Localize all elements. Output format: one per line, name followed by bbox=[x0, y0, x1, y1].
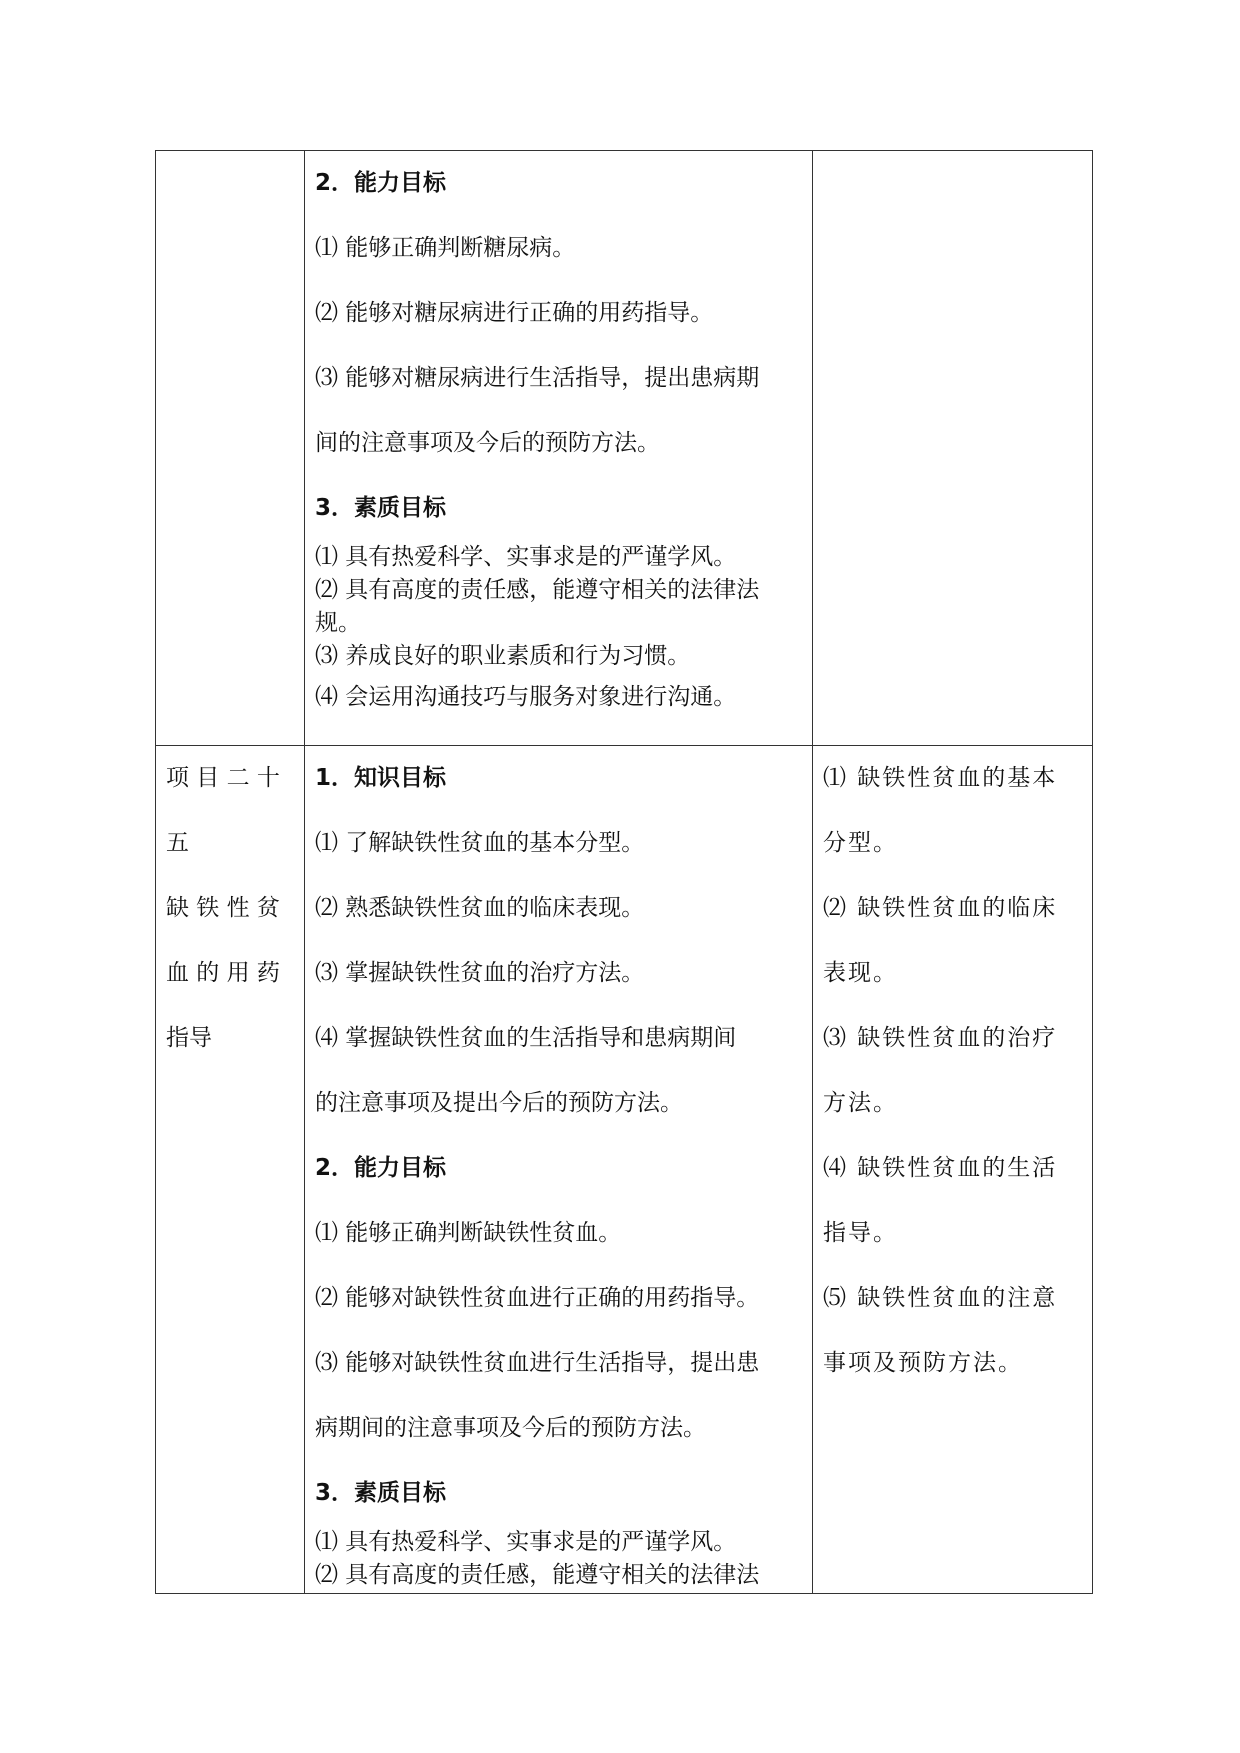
section-heading: 2．能力目标 bbox=[315, 170, 447, 196]
content-line: 方法。 bbox=[823, 1090, 898, 1116]
project-title-line: 五 bbox=[166, 830, 189, 856]
list-item: ⑴ 能够正确判断缺铁性贫血。 bbox=[315, 1220, 622, 1246]
content-cell bbox=[813, 151, 1093, 746]
list-item: 病期间的注意事项及今后的预防方法。 bbox=[315, 1415, 706, 1441]
content-line: 事项及预防方法。 bbox=[823, 1350, 1023, 1376]
content-line: 指导。 bbox=[823, 1220, 898, 1246]
list-item: 规。 bbox=[315, 610, 361, 636]
list-item: ⑵ 具有高度的责任感，能遵守相关的法律法 bbox=[315, 1562, 760, 1588]
list-item: ⑵ 熟悉缺铁性贫血的临床表现。 bbox=[315, 895, 645, 921]
list-item: 间的注意事项及今后的预防方法。 bbox=[315, 430, 660, 456]
content-line: ⑷ 缺铁性贫血的生活 bbox=[823, 1155, 1058, 1181]
content-line: ⑶ 缺铁性贫血的治疗 bbox=[823, 1025, 1058, 1051]
curriculum-table bbox=[155, 150, 1093, 1594]
project-title-line: 血 的 用 药 bbox=[166, 960, 280, 986]
project-cell bbox=[156, 746, 305, 1594]
list-item: ⑵ 能够对缺铁性贫血进行正确的用药指导。 bbox=[315, 1285, 760, 1311]
project-title-line: 项 目 二 十 bbox=[166, 765, 280, 791]
objectives-cell bbox=[305, 746, 813, 1594]
list-item: ⑷ 掌握缺铁性贫血的生活指导和患病期间 bbox=[315, 1025, 737, 1051]
project-title-line: 缺 铁 性 贫 bbox=[166, 895, 280, 921]
list-item: ⑵ 具有高度的责任感，能遵守相关的法律法 bbox=[315, 577, 760, 603]
objectives-cell bbox=[305, 151, 813, 746]
table-row bbox=[156, 151, 1093, 746]
content-line: ⑵ 缺铁性贫血的临床 bbox=[823, 895, 1058, 921]
section-heading: 2．能力目标 bbox=[315, 1155, 447, 1181]
list-item: ⑶ 能够对缺铁性贫血进行生活指导，提出患 bbox=[315, 1350, 760, 1376]
list-item: ⑴ 具有热爱科学、实事求是的严谨学风。 bbox=[315, 1529, 737, 1555]
section-heading: 1．知识目标 bbox=[315, 765, 447, 791]
list-item: ⑴ 能够正确判断糖尿病。 bbox=[315, 235, 576, 261]
list-item: ⑴ 具有热爱科学、实事求是的严谨学风。 bbox=[315, 544, 737, 570]
list-item: ⑶ 掌握缺铁性贫血的治疗方法。 bbox=[315, 960, 645, 986]
content-line: 表现。 bbox=[823, 960, 898, 986]
list-item: ⑶ 养成良好的职业素质和行为习惯。 bbox=[315, 643, 691, 669]
project-title-line: 指导 bbox=[166, 1025, 212, 1051]
project-cell bbox=[156, 151, 305, 746]
list-item: ⑷ 会运用沟通技巧与服务对象进行沟通。 bbox=[315, 684, 737, 710]
table-row bbox=[156, 746, 1093, 1594]
list-item: 的注意事项及提出今后的预防方法。 bbox=[315, 1090, 683, 1116]
content-line: ⑴ 缺铁性贫血的基本 bbox=[823, 765, 1058, 791]
content-line: ⑸ 缺铁性贫血的注意 bbox=[823, 1285, 1058, 1311]
list-item: ⑴ 了解缺铁性贫血的基本分型。 bbox=[315, 830, 645, 856]
content-line: 分型。 bbox=[823, 830, 898, 856]
content-cell bbox=[813, 746, 1093, 1594]
list-item: ⑶ 能够对糖尿病进行生活指导，提出患病期 bbox=[315, 365, 760, 391]
list-item: ⑵ 能够对糖尿病进行正确的用药指导。 bbox=[315, 300, 714, 326]
section-heading: 3．素质目标 bbox=[315, 495, 447, 521]
section-heading: 3．素质目标 bbox=[315, 1480, 447, 1506]
